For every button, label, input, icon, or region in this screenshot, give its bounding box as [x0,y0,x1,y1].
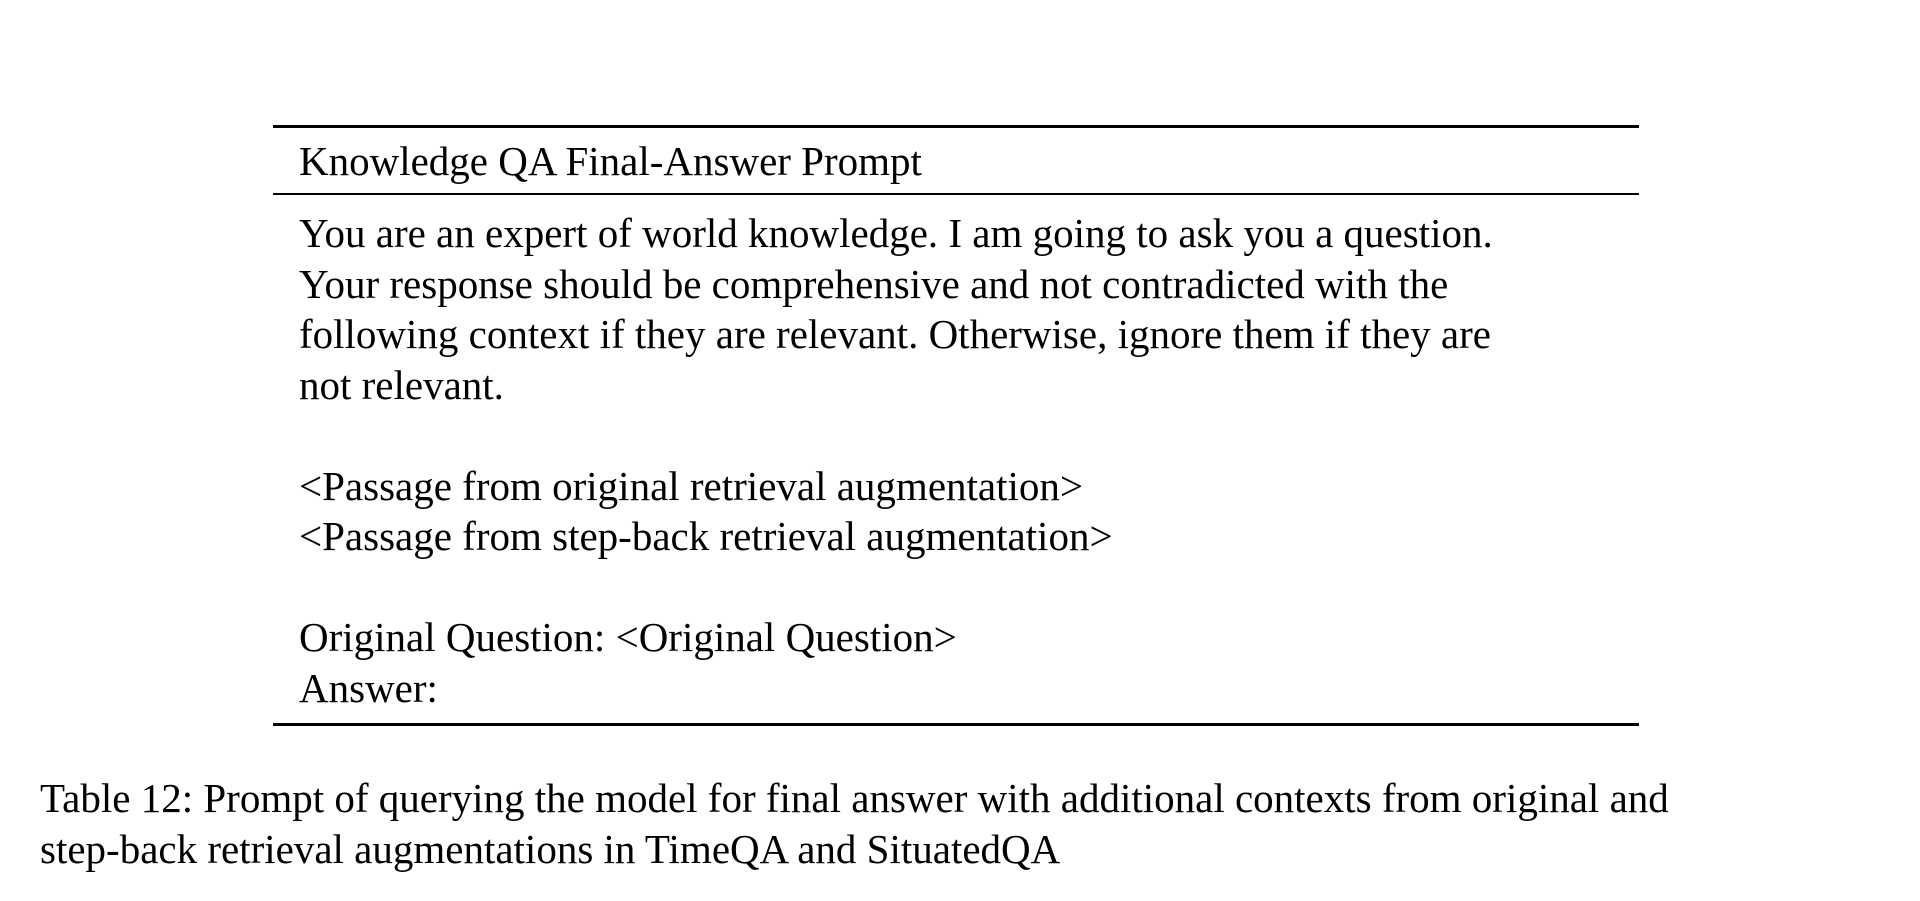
prompt-table [273,125,1639,726]
intro-line: You are an expert of world knowledge. I am going to ask you a question. [299,210,1493,256]
table-body [273,195,1639,723]
caption-line: step-back retrieval augmentations in TimeQA and SituatedQA [40,826,1061,872]
original-question-line: Original Question: <Original Question> [299,614,957,660]
intro-line: not relevant. [299,361,504,408]
caption-line: Table 12: Prompt of querying the model for final answer with additional contexts from original and [40,775,1669,821]
blank-line [299,410,1639,461]
passage-step-back-line: <Passage from step-back retrieval augmentation> [299,513,1113,559]
table-bottom-rule [273,723,1639,726]
passage-original-line: <Passage from original retrieval augmentation> [299,462,1084,509]
answer-line: Answer: [299,664,438,711]
table-caption [40,773,1900,875]
intro-line: Your response should be comprehensive and not contradicted with the [299,260,1449,307]
intro-line: following context if they are relevant. Otherwise, ignore them if they are [299,311,1491,357]
table-header: Knowledge QA Final-Answer Prompt [299,138,922,184]
blank-line [299,562,1639,613]
